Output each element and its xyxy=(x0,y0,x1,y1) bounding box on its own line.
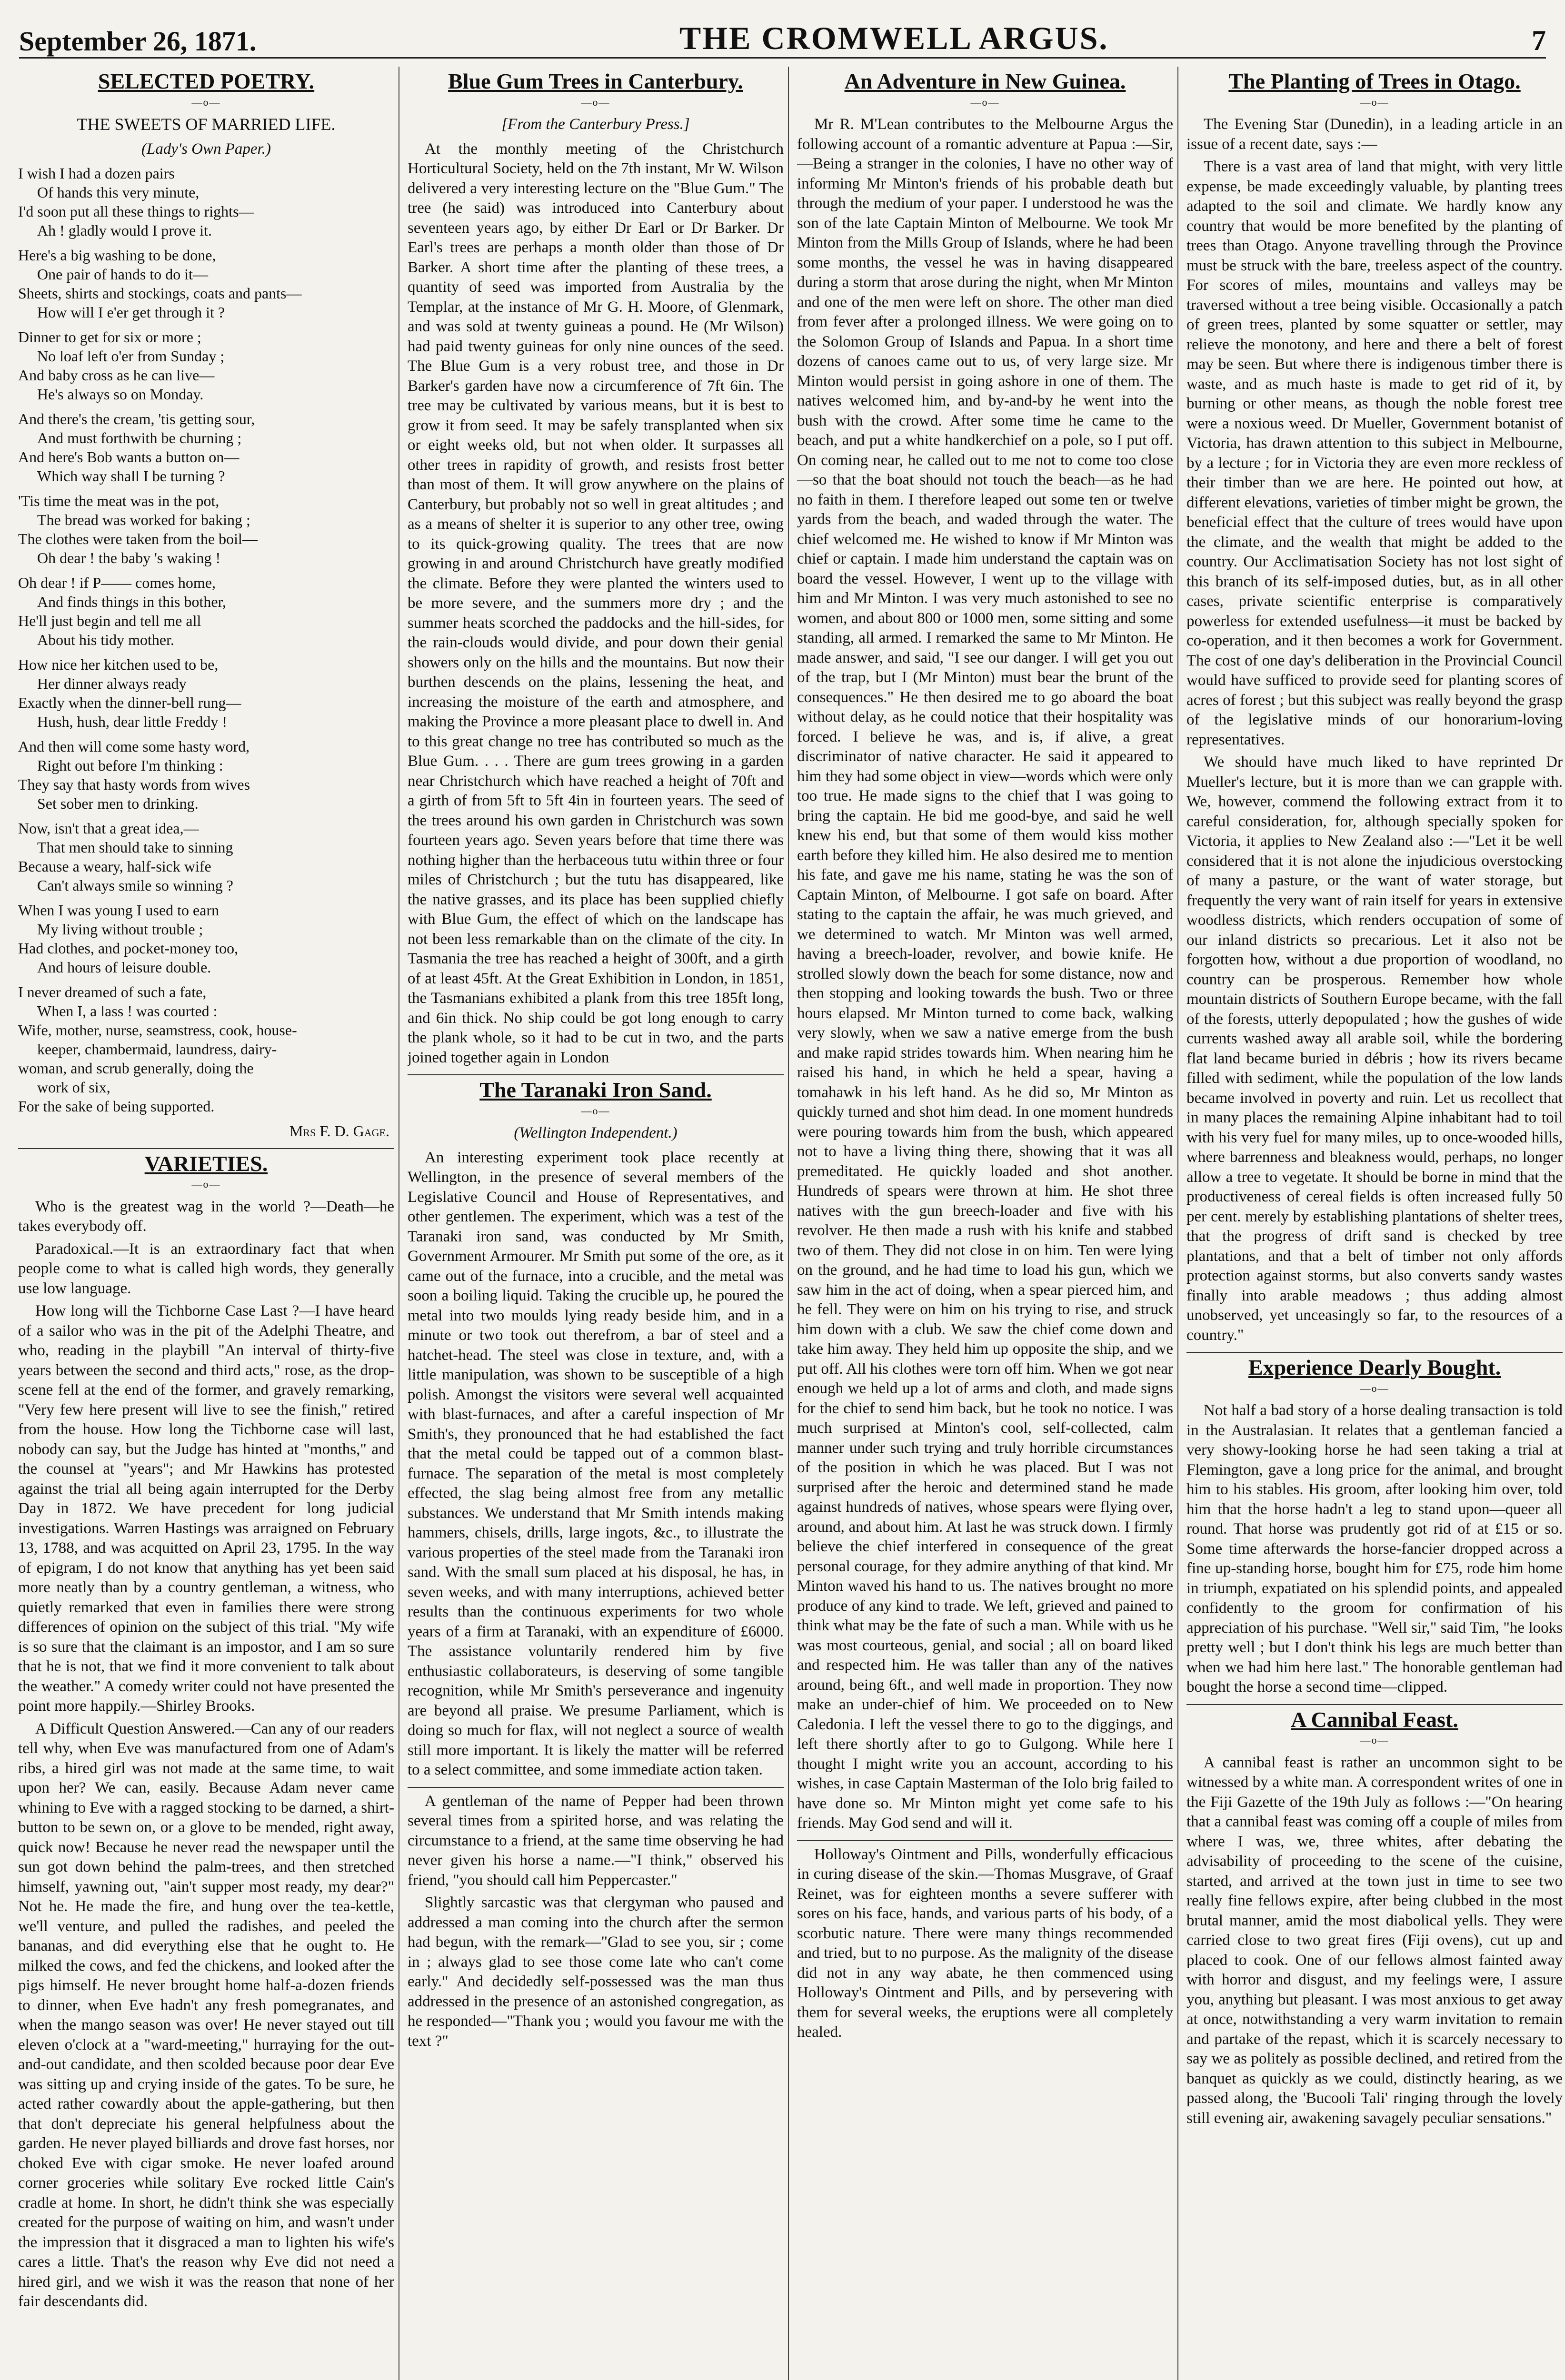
article-heading-planting: The Planting of Trees in Otago. xyxy=(1228,69,1521,93)
poem-line: Here's a big washing to be done, xyxy=(18,247,216,264)
poem-line: I'd soon put all these things to rights— xyxy=(18,203,254,220)
poem-stanza xyxy=(18,901,394,977)
article-source: [From the Canterbury Press.] xyxy=(501,116,690,133)
divider xyxy=(1186,1352,1563,1353)
poem-line: Now, isn't that a great idea,— xyxy=(18,820,199,837)
poem-line: Which way shall I be turning ? xyxy=(37,467,225,485)
poem-line: Hush, hush, dear little Freddy ! xyxy=(37,713,228,730)
column-4 xyxy=(1186,67,1563,2380)
poem-stanza xyxy=(18,409,394,486)
divider xyxy=(18,1148,394,1149)
poem-line: No loaf left o'er from Sunday ; xyxy=(37,347,225,365)
poem-line: That men should take to sinning xyxy=(37,839,233,856)
poem-stanza xyxy=(18,164,394,240)
poem-line: keeper, chambermaid, laundress, dairy- xyxy=(37,1041,277,1058)
column-2 xyxy=(408,67,784,2380)
poem-stanza xyxy=(18,327,394,404)
poem-line: The bread was worked for baking ; xyxy=(37,511,250,528)
ornament-divider: —o— xyxy=(191,96,221,108)
cannibal-body xyxy=(1186,1753,1563,2129)
divider xyxy=(408,1074,784,1075)
poem-line: work of six, xyxy=(37,1079,110,1096)
section-heading-poetry: SELECTED POETRY. xyxy=(98,69,315,93)
experience-body xyxy=(1186,1401,1563,1697)
paragraph: A gentleman of the name of Pepper had been thrown several times from a spirited horse, and was relating the circumstance to a friend, at the same time observing he had never given his horse a name.—"I think," observed his friend, "you should call him Peppercaster." xyxy=(408,1792,784,1889)
poem-line: Oh dear ! if P—— comes home, xyxy=(18,574,216,591)
poem-stanza xyxy=(18,573,394,649)
paragraph: The Evening Star (Dunedin), in a leading article in an issue of a recent date, says :— xyxy=(1186,116,1563,153)
article-heading-blue-gum: Blue Gum Trees in Canterbury. xyxy=(448,69,743,93)
poem-line: And here's Bob wants a button on— xyxy=(18,448,239,466)
masthead xyxy=(19,10,1546,59)
ornament-divider: —o— xyxy=(1360,96,1389,108)
ornament-divider: —o— xyxy=(581,96,610,108)
poem-line: I never dreamed of such a fate, xyxy=(18,983,207,1001)
poem-line: When I, a lass ! was courted : xyxy=(37,1002,218,1020)
poem-line: My living without trouble ; xyxy=(37,921,203,938)
article-source: (Wellington Independent.) xyxy=(514,1124,678,1141)
newspaper-title: THE CROMWELL ARGUS. xyxy=(679,20,1109,56)
poem-source: (Lady's Own Paper.) xyxy=(141,140,271,158)
poem-body xyxy=(18,164,394,1116)
poem-stanza xyxy=(18,491,394,567)
paragraph: At the monthly meeting of the Christchurch Horticultural Society, held on the 7th instant, Mr W. Wilson delivered a very interesting lecture on the "Blue Gum." The tree (he said) was introduced into Canterbury about seventeen years ago, by either Dr Earl or Dr Barker. Dr Earl's trees are perhaps a month older than those of Dr Barker. A short time after the planting of these trees, a quantity of seed was imported from Australia by the Templar, at the instance of Mr G. H. Moore, of Glenmark, and was sold at twenty guineas a pound. He (Mr Wilson) had paid twenty guineas for only nine ounces of the seed. The Blue Gum is a very robust tree, and those in Dr Barker's garden have now a circumference of 7ft 6in. The tree may be cultivated by various means, but it is best to grow it from seed. It may be safely transplanted when six or eight weeks old, but not when older. It surpasses all other trees in rapidity of growth, and resists frost better than most of them. It will grow anywhere on the plains of Canterbury, but probably not so well in great altitudes ; and as a means of shelter it is superior to any other tree, owing to its quick-growing quality. The trees that are now growing in and around Christchurch have greatly modified the climate. Before they were planted the winters used to be more severe, and the summers more dry ; and the summer heats scorched the paddocks and the hill-sides, for the rain-clouds would divide, and pour down their genial showers only on the hills and the mountains. But now their burthen descends on the plains, lessening the heat, and increasing the moisture of the earth and atmosphere, and making the Province a more pleasant place to dwell in. And to this great change no tree has contributed so much as the Blue Gum. . . . There are gum trees growing in a garden near Christchurch which have reached a height of 70ft and a girth of from 5ft to 5ft 4in in fourteen years. The seed of the trees around his own garden in Christchurch was sown fourteen years ago. Seven years before that time there was nothing higher than the herbaceous tutu within three or four miles of Christchurch ; but the tutu has disappeared, like the native grasses, and its place has been supplied chiefly with Blue Gum, the effect of which on the landscape has not been less remarkable than on the climate of the city. In Tasmania the tree has reached a height of 300ft, and a girth of at least 45ft. At the Great Exhibition in London, in 1851, the Tasmanians exhibited a plank from this tree 185ft long, and 6in thick. No ship could be got long enough to carry the plank whole, so it had to be cut in two, and the parts joined together again in London xyxy=(408,140,784,1066)
poem-line: Set sober men to drinking. xyxy=(37,795,199,812)
holloway-advertisement: Holloway's Ointment and Pills, wonderfully efficacious in curing disease of the skin.—Thomas Musgrave, of Graaf Reinet, was for eighteen months a severe sufferer with sores on his face, hands, and various parts of his body, of a scorbutic nature. There were many things recommended and tried, but to no purpose. As the malignity of the disease did not in any way abate, he then commenced using Holloway's Ointment and Pills, and by persevering with them for several weeks, the eruptions were all completely healed. xyxy=(797,1845,1173,2041)
paragraph: A Difficult Question Answered.—Can any of our readers tell why, when Eve was manufactured from one of Adam's ribs, a hired girl was not made at the same time, to wait upon her? We can, easily. Because Adam never came whining to Eve with a ragged stocking to be darned, a shirt-button to be sewn on, or a glove to be mended, right away, quick now! Because he never read the newspaper until the sun got down behind the palm-trees, and then stretched himself, yawning out, "ain't supper most ready, my dear?" Not he. He made the fire, and hung over the tea-kettle, we'll venture, and pulled the radishes, and peeled the bananas, and did everything else that he ought to. He milked the cows, and fed the chickens, and looked after the pigs himself. He never brought home half-a-dozen friends to dinner, when Eve hadn't any fresh pomegranates, and when the mango season was over! He never stayed out till eleven o'clock at a "ward-meeting," hurraying for the out-and-out candidate, and then scolded because poor dear Eve was sitting up and crying inside of the gates. To be sure, he acted rather cowardly about the apple-gathering, but then that don't depreciate his general helpfulness about the garden. He never played billiards and drove fast horses, nor choked Eve with cigar smoke. He never loafed around corner groceries while solitary Eve rocked little Cain's cradle at home. In short, he didn't think she was especially created for the purpose of waiting on him, and wasn't under the impression that it disgraced a man to lighten his wife's cares a little. That's the reason why Eve did not need a hired girl, and we wish it was the reason that none of her fair descendants did. xyxy=(18,1720,394,2310)
column-rule xyxy=(1177,67,1178,2380)
poem-line: They say that hasty words from wives xyxy=(18,776,250,793)
poem-stanza xyxy=(18,655,394,731)
poem-line: Right out before I'm thinking : xyxy=(37,757,223,774)
pepper-anecdotes xyxy=(408,1792,784,2052)
poem-line: And finds things in this bother, xyxy=(37,593,226,610)
poem-line: woman, and scrub generally, doing the xyxy=(18,1060,254,1077)
poem-line: He'll just begin and tell me all xyxy=(18,612,201,629)
poem-line: I wish I had a dozen pairs xyxy=(18,165,175,182)
paragraph: Paradoxical.—It is an extraordinary fact that when people come to what is called high words, they generally use low language. xyxy=(18,1240,394,1297)
column-rule xyxy=(788,67,789,2380)
issue-date: September 26, 1871. xyxy=(19,26,257,57)
blue-gum-body xyxy=(408,139,784,1068)
ornament-divider: —o— xyxy=(1360,1382,1389,1394)
poem-line: Exactly when the dinner-bell rung— xyxy=(18,694,241,711)
poem-line: How will I e'er get through it ? xyxy=(37,304,225,321)
page-number: 7 xyxy=(1531,25,1546,56)
poem-line: Her dinner always ready xyxy=(37,675,187,692)
article-heading-adventure: An Adventure in New Guinea. xyxy=(844,69,1126,93)
divider xyxy=(797,1840,1173,1841)
paragraph: There is a vast area of land that might, with very little expense, be made exceedingly valuable, by planting trees adapted to the soil and climate. We hardly know any country that would be more benefited by the planting of trees than Otago. Anyone travelling through the Province must be struck with the bare, treeless aspect of the country. For scores of miles, mountains and valleys may be traversed without a tree being visible. Occasionally a patch of green trees, planted by some squatter or settler, may relieve the monotony, and here and there a belt of forest may be seen. But where there is indigenous timber there is waste, and as much haste is made to get rid of it, by burning or other means, as though the noble forest tree were a noxious weed. Dr Mueller, Government botanist of Victoria, has drawn attention to this subject in Melbourne, by a lecture ; for in Victoria they are even more reckless of their timber than we are here. He pointed out how, at different elevations, varieties of timber might be grown, the beneficial effect that the culture of trees would have upon the climate, and the wealth that might be added to the country. Our Acclimatisation Society has not lost sight of this branch of its self-imposed duties, but, as in all other cases, private scientific enterprise is comparatively powerless for extended usefulness—it must be backed by co-operation, and it then becomes a work for Government. The cost of one day's deliberation in the Provincial Council would have sufficed to provide seed for planting scores of acres of forest ; but this subject was really beyond the grasp of the legislative minds of our honorarium-loving representatives. xyxy=(1186,158,1563,748)
poem-line: Because a weary, half-sick wife xyxy=(18,858,211,875)
poem-line: Of hands this very minute, xyxy=(37,184,199,201)
paragraph: An interesting experiment took place recently at Wellington, in the presence of several members of the Legislative Council and House of Representatives, and other gentlemen. The experiment, which was a test of the Taranaki iron sand, was conducted by Mr Smith, Government Armourer. Mr Smith put some of the ore, as it came out of the furnace, into a crucible, and the metal was soon a boiling liquid. Taking the crucible up, he poured the metal into two moulds lying ready beside him, and in a minute or two took out therefrom, a bar of steel and a hatchet-head. The steel was close in texture, and, with a little manipulation, was shown to be susceptible of a high polish. Amongst the visitors were several well acquainted with blast-furnaces, and after a careful inspection of Mr Smith's, they pronounced that he had established the fact that the metal could be tapped out of a common blast-furnace. The separation of the metal is most completely effected, the slag being almost free from any metallic substances. We understand that Mr Smith intends making hammers, chisels, drills, large ingots, &c., to illustrate the various properties of the steel made from the Taranaki iron sand. With the small sum placed at his disposal, he has, in seven weeks, and with many interruptions, achieved better results than the continuous experiments for two whole years of a firm at Taranaki, with an expenditure of £6000. The assistance voluntarily rendered him by five enthusiastic collaborateurs, is deserving of some tangible recognition, while Mr Smith's perseverance and ingenuity are beyond all praise. We presume Parliament, which is doing so much for flax, will not neglect a source of wealth still more important. It is likely the matter will be referred to a select committee, and some immediate action taken. xyxy=(408,1149,784,1778)
paragraph: A cannibal feast is rather an uncommon sight to be witnessed by a white man. A correspondent writes of one in the Fiji Gazette of the 19th July as follows :—"On hearing that a cannibal feast was coming off a couple of miles from where I was, we, three whites, after debating the advisability of proceeding to the scene of the cuisine, started, and arrived at the town just in time to see two really fine fellows expire, after being clubbed in the most brutal manner, amid the most diabolical yells. They were carried close to two great fires (Fiji ovens), cut up and placed to cook. One of our fellows almost fainted away with horror and disgust, and my feelings were, I assure you, anything but pleasant. I was most anxious to get away at once, notwithstanding a very warm invitation to remain and partake of the repast, which it is scarcely necessary to say we as politely as possible declined, and retired from the banquet as quickly as we could, distinctly hearing, as we passed along, the 'Bucooli Tali' ringing through the lovely still evening air, awakening savagely peculiar sensations." xyxy=(1186,1754,1563,2127)
ornament-divider: —o— xyxy=(581,1104,610,1117)
poem-line: And baby cross as he can live— xyxy=(18,367,215,384)
poem-line: Dinner to get for six or more ; xyxy=(18,328,201,346)
column-3 xyxy=(797,67,1173,2380)
planting-body xyxy=(1186,115,1563,1345)
poem-line: Can't always smile so winning ? xyxy=(37,877,233,894)
paragraph: Who is the greatest wag in the world ?—Death—he takes everybody off. xyxy=(18,1198,394,1235)
poem-stanza xyxy=(18,246,394,322)
poem-line: Oh dear ! the baby 's waking ! xyxy=(37,549,221,566)
poem-line: 'Tis time the meat was in the pot, xyxy=(18,492,219,509)
iron-sand-body xyxy=(408,1148,784,1780)
paragraph: We should have much liked to have reprinted Dr Mueller's lecture, but it is more than we can grapple with. We, however, commend the following extract from it to careful consideration, for, although specially spoken for Victoria, it applies to New Zealand also :—"Let it be well considered that it is not alone the injudicious overstocking of many a pasture, or the want of water storage, but frequently the very want of rain itself for years in extensive woodless districts, which renders occupation of some of our inland districts so precarious. Let it also not be forgotten how, without a due proportion of woodland, no country can be prosperous. Remember how whole mountain districts of Southern Europe became, with the fall of the forests, utterly depopulated ; how the gushes of wide currents washed away all arable soil, while the bordering flat land became buried in débris ; how its rivers became filled with sediment, while the population of the low lands became involved in poverty and ruin. Let us recollect that in many places the remaining Alpine inhabitant had to toil with his very fuel for many miles, up to once-wooded hills, where barrenness and bleakness would, perhaps, no longer allow a tree to vegetate. It should be borne in mind that the productiveness of cereal fields is often increased fully 50 per cent. merely by establishing plantations of shelter trees, that the progress of drift sand is checked by tree plantations, and that a belt of timber not only affords protection against storms, but also converts sandy wastes finally into arable meadows ; thus adding almost unobserved, yet unceasingly so far, to the resources of a country." xyxy=(1186,754,1563,1344)
paragraph: Mr R. M'Lean contributes to the Melbourne Argus the following account of a romantic adventure at Papua :—Sir,—Being a stranger in the colonies, I have no other way of informing Mr Minton's friends of his probable death but through the medium of your paper. I understood he was the son of the late Captain Minton of Melbourne. We took Mr Minton from the Mills Group of Islands, where he had been some months, the vessel he was in having disappeared during a storm that arose during the night, when Mr Minton and one of the men were left on shore. The other man died from fever after a prolonged illness. We were going on to the Solomon Group of Islands and Papua. In a short time dozens of canoes came out to us, of very large size. Mr Minton would persist in going ashore in one of them. The natives welcomed him, and by-and-by he went into the bush with the crowd. After some time he came to the beach, and put a white handkerchief on a pole, so I put off. On coming near, he called out to me not to come too close—so that the boat should not touch the beach—as he had no faith in them. I therefore leaped out some ten or twelve yards from the beach, and waded through the water. The chief welcomed me. He wished to know if Mr Minton was chief or captain. I made him understand the captain was on board the vessel. However, I went up to the village with him and Mr Minton. I was very much astonished to see no women, and about 800 or 1000 men, some sitting and some standing, all armed. I remarked the same to Mr Minton. He made answer, and said, "I see our danger. I will get you out of the trap, but I (Mr Minton) must bear the brunt of the consequences." He then desired me to go aboard the boat without delay, as he could notice that their hospitality was forced. I believe he was, and is, if alive, a great discriminator of native character. He said it appeared to him they had some object in view—words which were only too true. He made signs to the chief that I was going to bring the captain. He bid me good-bye, and said he well knew his end, but that some of them would kiss mother earth before they killed him. He also desired me to mention his fate, and gave me his name, stating he was the son of Captain Minton, of Melbourne. I got safe on board. After stating to the captain the affair, he was much grieved, and we determined to watch. Mr Minton was well armed, having a breech-loader, revolver, and bowie knife. He strolled slowly down the beach for some distance, now and then stopping and looking towards the bush. Two or three hours elapsed. Mr Minton turned to come back, walking very slowly, when we saw a native emerge from the bush and make rapid strides towards him. When nearing him he raised his hand, in which he held a spear, having a tomahawk in his left hand. As he did so, Mr Minton as quickly turned and shot him dead. In one moment hundreds were pouring towards him from the bush, which appeared not to have a living thing there, showing that it was all premeditated. He quickly loaded and shot another. Hundreds of spears were thrown at him. He shot three natives with the gun breech-loader and five with his revolver. He then made a rush with his knife and stabbed two of them. They did not close in on him. Ten were lying on the ground, and he had time to load his gun, which we saw him in the act of doing, when a spear pierced him, and he fell. They were on him on his trying to rise, and struck him down with a club. We saw the chief come down and take him away. They held him up opposite the ship, and we put off. All his clothes were torn off him. When we got near enough we held up a lot of arms and cloth, and made signs for the chief to send him back, but he took no notice. I was much surprised at Minton's cool, self-collected, calm manner under such trying and truly horrible circumstances of the position in which he was placed. But I was not surprised after the heroic and determined stand he made against hundreds of natives, whose spears were flying over, around, and about him. At last he was struck down. I firmly believe the chief interfered in consequence of the great personal courage, for they admire anything of that kind. Mr Minton waved his hand to us. The natives brought no more produce of any kind to trade. We left, grieved and pained to think what may be the fate of such a man. While with us he was most courteous, genial, and social ; all on board liked and respected him. He was taller than any of the natives around, being 6ft., and well made in proportion. They now make an under-chief of him. We proceeded on to New Caledonia. I left the vessel there to go to the diggings, and left there shortly after to go to Gulgong. While here I thought I might write you an account, according to his wishes, in case Captain Masterman of the Iolo brig failed to have done so. Mr Minton might yet come safe to his friends. May God send and will it. xyxy=(797,116,1173,1832)
poem-line: And hours of leisure double. xyxy=(37,959,211,976)
poem-line: Sheets, shirts and stockings, coats and pants— xyxy=(18,285,302,302)
ornament-divider: —o— xyxy=(191,1178,221,1190)
varieties-body xyxy=(18,1197,394,2312)
poem-stanza xyxy=(18,737,394,813)
paragraph: How long will the Tichborne Case Last ?—I have heard of a sailor who was in the pit of the Adelphi Theatre, and who, reading in the playbill "An interval of thirty-five years between the second and third acts," rose, as the drop-scene fell at the end of the former, and gravely remarking, "Very few here present will live to see the finish," retired from the house. How long the Tichborne case will last, nobody can say, but the Judge has hinted at "months," and the counsel at "years"; and Mr Hawkins has protested against the trial all being again interrupted for the Derby Day in 1872. We have precedent for long judicial investigations. Warren Hastings was arraigned on February 13, 1788, and was acquitted on April 23, 1795. In the way of epigram, I do not know that anything has yet been said more neatly than by a country gentleman, a witness, who quietly remarked that even in families there were strong differences of opinion on the subject of this trial. "My wife is so sure that the claimant is an impostor, and I am so sure that he is not, that we find it more convenient to talk about the weather." A comedy writer could not have presented the point more happily.—Shirley Brooks. xyxy=(18,1302,394,1715)
divider xyxy=(408,1787,784,1788)
poem-stanza xyxy=(18,819,394,895)
poem-line: Had clothes, and pocket-money too, xyxy=(18,940,239,957)
ornament-divider: —o— xyxy=(970,96,1000,108)
poem-line: How nice her kitchen used to be, xyxy=(18,656,219,673)
poem-line: The clothes were taken from the boil— xyxy=(18,530,258,547)
article-heading-iron-sand: The Taranaki Iron Sand. xyxy=(479,1078,712,1102)
paragraph: Slightly sarcastic was that clergyman who paused and addressed a man coming into the church after the sermon had begun, with the remark—"Glad to see you, sir ; come in ; always glad to see those come late who can't come early." And decidedly self-possessed was the man thus addressed in the presence of an astonished congregation, as he responded—"Thank you ; would you favour me with the text ?" xyxy=(408,1894,784,2050)
section-heading-varieties: VARIETIES. xyxy=(144,1151,268,1176)
paragraph: Not half a bad story of a horse dealing transaction is told in the Australasian. It relates that a gentleman fancied a very showy-looking horse he had seen taking a trial at Flemington, gave a long price for the animal, and brought him to his stables. His groom, after looking him over, told him that the horse hadn't a leg to stand upon—queer all round. That horse was prudently got rid of at £15 or so. Some time afterwards the horse-fancier dropped across a fine up-standing horse, bought him for £75, rode him home in triumph, expatiated on his splendid points, and appealed confidently to the groom for confirmation of his appreciation of his purchase. "Well sir," said Tim, "he looks pretty well ; but I don't think his legs are much better than when we had him here last." The honorable gentleman had bought the horse a second time—clipped. xyxy=(1186,1402,1563,1696)
poem-line: Ah ! gladly would I prove it. xyxy=(37,222,212,239)
poem-line: About his tidy mother. xyxy=(37,631,174,648)
column-1 xyxy=(18,67,394,2380)
poem-line: And there's the cream, 'tis getting sour, xyxy=(18,410,255,427)
poem-line: One pair of hands to do it— xyxy=(37,266,209,283)
poem-line: Wife, mother, nurse, seamstress, cook, house- xyxy=(18,1021,297,1039)
poem-title: THE SWEETS OF MARRIED LIFE. xyxy=(77,115,336,134)
poem-line: And then will come some hasty word, xyxy=(18,738,250,755)
article-heading-cannibal: A Cannibal Feast. xyxy=(1291,1707,1458,1732)
poem-author: Mrs F. D. Gage. xyxy=(289,1122,389,1140)
poem-stanza xyxy=(18,982,394,1116)
poem-line: When I was young I used to earn xyxy=(18,902,219,919)
article-heading-experience: Experience Dearly Bought. xyxy=(1248,1355,1501,1379)
adventure-body xyxy=(797,115,1173,1834)
poem-line: And must forthwith be churning ; xyxy=(37,429,242,446)
ornament-divider: —o— xyxy=(1360,1734,1389,1746)
poem-line: He's always so on Monday. xyxy=(37,386,204,403)
divider xyxy=(1186,1704,1563,1705)
poem-line: For the sake of being supported. xyxy=(18,1098,215,1115)
